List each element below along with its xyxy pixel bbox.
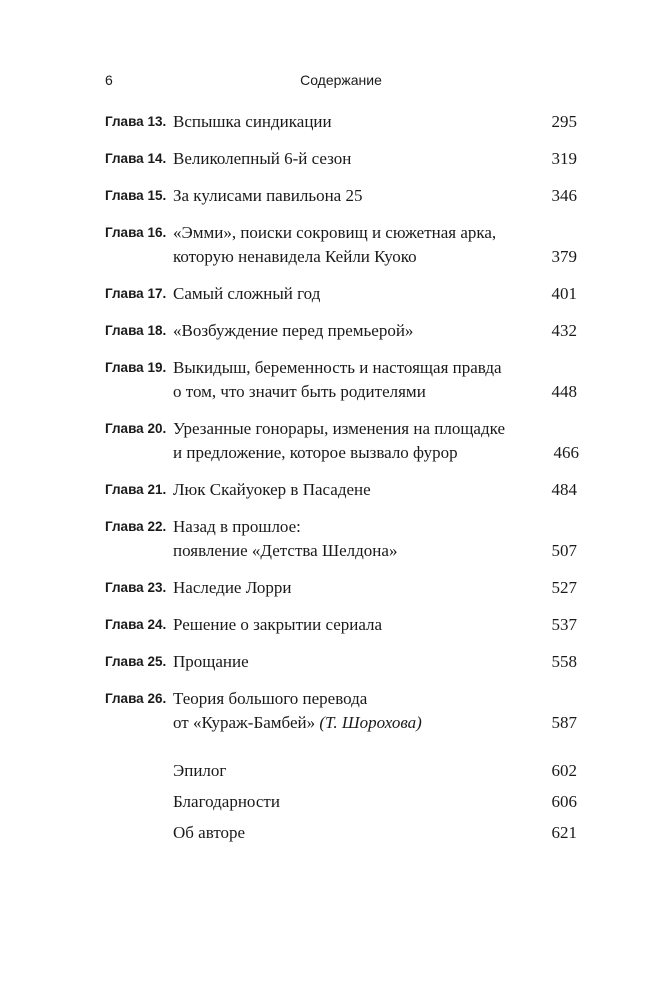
page-ref: 448 <box>551 382 577 401</box>
page-ref: 507 <box>551 541 577 560</box>
chapter-title-line: Решение о закрытии сериала <box>173 615 383 634</box>
toc-entry-chapter-18[interactable] <box>105 319 577 343</box>
chapter-title <box>173 319 543 343</box>
chapter-label: Глава 15. <box>105 188 167 203</box>
chapter-title-line: и предложение, которое вызвало фурор <box>173 443 458 462</box>
toc-entry-chapter-25[interactable] <box>105 650 577 674</box>
chapter-title <box>173 147 543 171</box>
chapter-title-line: Прощание <box>173 652 249 671</box>
chapter-label: Глава 26. <box>105 691 167 706</box>
page-ref: 319 <box>551 149 577 168</box>
chapter-title-line: Наследие Лорри <box>173 578 292 597</box>
chapter-title-line: о том, что значит быть родителями <box>173 382 426 401</box>
chapter-label: Глава 20. <box>105 421 167 436</box>
chapter-label: Глава 18. <box>105 323 167 338</box>
chapter-title <box>173 221 543 269</box>
chapter-title <box>173 282 543 306</box>
chapter-label: Глава 17. <box>105 286 167 301</box>
chapter-title <box>173 184 543 208</box>
chapter-title-line: Люк Скайуокер в Пасадене <box>173 480 371 499</box>
page-ref: 432 <box>551 321 577 340</box>
page-ref: 621 <box>551 823 577 842</box>
toc-entry-about-author[interactable] <box>105 821 577 845</box>
page-number: 6 <box>105 72 113 88</box>
chapter-title-line: За кулисами павильона 25 <box>173 186 363 205</box>
toc-entry-chapter-14[interactable] <box>105 147 577 171</box>
chapter-label: Глава 23. <box>105 580 167 595</box>
chapter-title <box>173 687 543 735</box>
page-ref: 401 <box>551 284 577 303</box>
page-ref: 295 <box>551 112 577 131</box>
page-header <box>105 72 577 94</box>
extra-title: Эпилог <box>173 761 227 780</box>
chapter-title <box>173 613 543 637</box>
page-ref: 484 <box>551 480 577 499</box>
chapter-title-line: которую ненавидела Кейли Куоко <box>173 247 417 266</box>
chapter-title-line: «Возбуждение перед премьерой» <box>173 321 414 340</box>
chapter-label: Глава 25. <box>105 654 167 669</box>
chapter-label: Глава 24. <box>105 617 167 632</box>
page-ref: 527 <box>551 578 577 597</box>
chapter-title <box>173 515 543 563</box>
chapter-title-line: Выкидыш, беременность и настоящая правда <box>173 358 502 377</box>
toc-entry-chapter-13[interactable] <box>105 110 577 134</box>
running-title: Содержание <box>300 72 382 88</box>
chapter-title-line: «Эмми», поиски сокровищ и сюжетная арка, <box>173 223 497 242</box>
toc-entry-chapter-22[interactable] <box>105 515 577 563</box>
back-matter <box>105 759 577 845</box>
toc-entry-chapter-15[interactable] <box>105 184 577 208</box>
page-ref: 606 <box>551 792 577 811</box>
toc-entry-acknowledgements[interactable] <box>105 790 577 814</box>
chapter-label: Глава 19. <box>105 360 167 375</box>
toc-entry-chapter-26[interactable] <box>105 687 577 735</box>
extra-title: Об авторе <box>173 823 246 842</box>
chapter-label: Глава 22. <box>105 519 167 534</box>
chapter-title <box>173 650 543 674</box>
chapter-title <box>173 478 543 502</box>
extra-title: Благодарности <box>173 792 280 811</box>
chapter-title-line: Урезанные гонорары, изменения на площадке <box>173 419 506 438</box>
chapter-title-line: Вспышка синдикации <box>173 112 332 131</box>
toc-entry-chapter-21[interactable] <box>105 478 577 502</box>
toc-entry-chapter-17[interactable] <box>105 282 577 306</box>
page-ref: 379 <box>551 247 577 266</box>
toc-entry-chapter-24[interactable] <box>105 613 577 637</box>
page-ref: 602 <box>551 761 577 780</box>
chapter-label: Глава 16. <box>105 225 167 240</box>
page-ref: 346 <box>551 186 577 205</box>
page-ref: 466 <box>553 443 580 462</box>
chapter-title <box>173 110 543 134</box>
chapter-title-line: появление «Детства Шелдона» <box>173 541 398 560</box>
toc-entry-chapter-16[interactable] <box>105 221 577 269</box>
translator-credit: от «Кураж-Бамбей» <box>173 713 320 732</box>
chapter-label: Глава 13. <box>105 114 167 129</box>
page-ref: 587 <box>551 713 577 732</box>
chapter-title-line: Самый сложный год <box>173 284 321 303</box>
table-of-contents <box>105 110 580 852</box>
chapter-label: Глава 14. <box>105 151 167 166</box>
toc-entry-epilogue[interactable] <box>105 759 577 783</box>
chapter-title-line: Теория большого перевода <box>173 689 368 708</box>
chapter-title-line-2 <box>173 711 503 735</box>
chapter-title <box>173 356 543 404</box>
chapter-title-line: Великолепный 6-й сезон <box>173 149 352 168</box>
chapter-title <box>173 576 543 600</box>
page-ref: 537 <box>551 615 577 634</box>
toc-entry-chapter-19[interactable] <box>105 356 577 404</box>
translator-name: (Т. Шорохова) <box>319 713 422 732</box>
toc-entry-chapter-20[interactable] <box>105 417 580 465</box>
chapter-title-line: Назад в прошлое: <box>173 517 301 536</box>
chapter-title <box>173 417 545 465</box>
chapter-label: Глава 21. <box>105 482 167 497</box>
page-ref: 558 <box>551 652 577 671</box>
toc-entry-chapter-23[interactable] <box>105 576 577 600</box>
